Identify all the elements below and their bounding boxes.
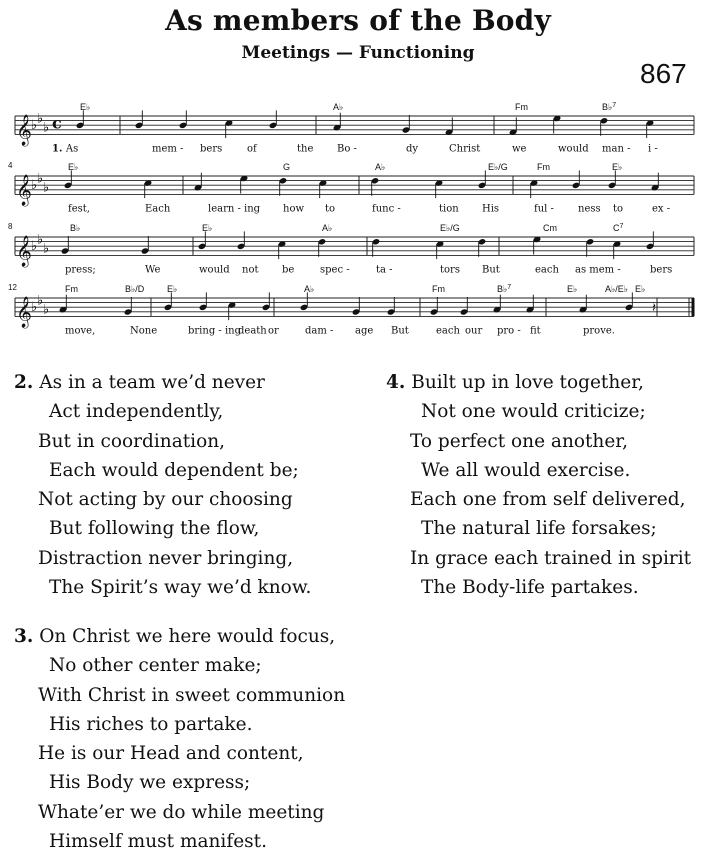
lyric-syllable: i - xyxy=(648,143,658,155)
chord-symbol: E♭ xyxy=(80,102,91,112)
stanza-line: Each one from self delivered, xyxy=(410,489,686,511)
chord-symbol: Fm xyxy=(515,102,528,112)
chord-symbol: A♭ xyxy=(333,102,344,112)
lyric-syllable: spec - xyxy=(320,264,350,276)
stanza-line: Not one would criticize; xyxy=(421,401,646,423)
lyric-syllable: ex - xyxy=(652,203,671,215)
chord-symbol: B♭$^7$ xyxy=(497,284,512,294)
chord-symbol: E♭ xyxy=(167,284,178,294)
flat-icon: ♭ xyxy=(43,180,50,196)
stanza-line: 4. Built up in love together, xyxy=(386,372,644,393)
chord-symbol: A♭ xyxy=(375,162,386,172)
stanza-number: 3. xyxy=(14,626,34,647)
hymn-title: As members of the Body xyxy=(165,4,551,37)
stanza-number: 4. xyxy=(386,372,406,393)
stanza-line: His Body we express; xyxy=(49,772,251,794)
lyric-syllable: as mem - xyxy=(575,264,621,276)
lyric-syllable: But xyxy=(482,264,500,276)
flat-icon: ♭ xyxy=(43,302,50,318)
lyric-syllable: fest, xyxy=(68,203,90,215)
lyric-syllable: func - xyxy=(372,203,401,215)
stanza-line: Not acting by our choosing xyxy=(38,489,293,511)
chord-symbol: E♭ xyxy=(612,162,623,172)
flat-icon: ♭ xyxy=(31,178,38,194)
flat-icon: ♭ xyxy=(43,241,50,257)
flat-icon: ♭ xyxy=(37,171,44,187)
lyric-syllable: ness xyxy=(578,203,601,215)
chord-symbol: B♭/D xyxy=(125,284,145,294)
treble-clef-icon: 𝄞 xyxy=(16,114,32,146)
stanza-line: His riches to partake. xyxy=(49,713,253,735)
stanza-line: Whate’er we do while meeting xyxy=(38,801,325,823)
stanza-2 xyxy=(14,368,311,602)
lyric-syllable: bers xyxy=(200,143,223,155)
lyric-syllable: age xyxy=(355,325,374,337)
stanza-line: We all would exercise. xyxy=(421,459,631,481)
stanza-line: The Spirit’s way we’d know. xyxy=(49,577,312,599)
chord-symbol: A♭ xyxy=(304,284,315,294)
chord-symbol: $C^7$ xyxy=(613,223,624,233)
chord-symbol: A♭ xyxy=(322,223,333,233)
lyric-syllable: bring - ing xyxy=(188,325,241,337)
lyric-syllable: 1. As xyxy=(52,143,79,155)
flat-icon: ♭ xyxy=(31,239,38,255)
stanza-line: Act independently, xyxy=(49,401,224,423)
stanza-line: 3. On Christ we here would focus, xyxy=(14,626,336,647)
lyric-syllable: But xyxy=(391,325,409,337)
measure-number: 4 xyxy=(8,161,13,170)
chord-symbol: Fm xyxy=(65,284,78,294)
stanza-line: To perfect one another, xyxy=(410,430,628,452)
stanza-line: But in coordination, xyxy=(38,430,226,452)
lyric-syllable: of xyxy=(247,143,257,155)
flat-icon: ♭ xyxy=(31,118,38,134)
lyric-syllable: our xyxy=(465,325,483,337)
lyric-syllable: tion xyxy=(439,203,459,215)
lyric-syllable: move, xyxy=(65,325,96,337)
chord-symbol: E♭/G xyxy=(488,162,508,172)
lyric-syllable: would xyxy=(558,143,589,155)
flat-icon: ♭ xyxy=(31,300,38,316)
stanza-line: Each would dependent be; xyxy=(49,459,299,481)
lyric-syllable: None xyxy=(130,325,158,337)
hymn-number: 867 xyxy=(640,58,687,89)
common-time-icon: c xyxy=(52,113,62,133)
flat-icon: ♭ xyxy=(37,111,44,127)
lyric-syllable: each xyxy=(535,264,559,276)
stanza-3 xyxy=(14,622,345,856)
lyric-syllable: Each xyxy=(145,203,171,215)
lyric-syllable: Bo - xyxy=(337,143,357,155)
lyric-syllable: dam - xyxy=(305,325,334,337)
lyric-syllable: press; xyxy=(65,264,96,276)
lyric-syllable: tors xyxy=(440,264,460,276)
lyric-syllable: be xyxy=(282,264,295,276)
chord-symbol: E♭ xyxy=(68,162,79,172)
stanza-line: Himself must manifest. xyxy=(49,831,267,853)
stanza-line: In grace each trained in spirit xyxy=(410,547,692,569)
lyric-syllable: bers xyxy=(650,264,673,276)
treble-clef-icon: 𝄞 xyxy=(16,174,32,206)
quarter-rest-icon: 𝄽 xyxy=(652,300,656,316)
lyric-syllable: Christ xyxy=(449,143,481,155)
lyric-syllable: the xyxy=(297,143,314,155)
lyric-syllable: We xyxy=(145,264,161,276)
lyric-syllable: would xyxy=(199,264,230,276)
lyric-syllable: pro - xyxy=(497,325,521,337)
treble-clef-icon: 𝄞 xyxy=(16,235,32,267)
chord-symbol: A♭/E♭ xyxy=(605,284,628,294)
lyric-syllable: to xyxy=(325,203,336,215)
chord-symbol: E♭ xyxy=(202,223,213,233)
lyric-syllable: prove. xyxy=(583,325,615,337)
flat-icon: ♭ xyxy=(37,232,44,248)
lyric-syllable: man - xyxy=(602,143,631,155)
chord-symbol: G xyxy=(283,162,291,172)
chord-symbol: B♭ xyxy=(70,223,81,233)
lyric-syllable: we xyxy=(512,143,527,155)
lyric-syllable: to xyxy=(613,203,624,215)
lyric-syllable: not xyxy=(242,264,259,276)
stanza-4 xyxy=(386,368,691,602)
lyric-syllable: dy xyxy=(406,143,419,155)
hymn-category: Meetings — Functioning xyxy=(241,43,475,63)
chord-symbol: Cm xyxy=(543,223,557,233)
chord-symbol: E♭ xyxy=(567,284,578,294)
stanza-line: No other center make; xyxy=(49,655,262,677)
flat-icon: ♭ xyxy=(37,293,44,309)
lyric-syllable: learn - ing xyxy=(208,203,261,215)
lyric-syllable: ta - xyxy=(376,264,393,276)
lyric-syllable: how xyxy=(283,203,305,215)
measure-number: 12 xyxy=(8,283,17,292)
lyric-syllable: fit xyxy=(530,325,541,337)
stanza-line: Distraction never bringing, xyxy=(38,547,294,569)
stanza-line: 2. As in a team we’d never xyxy=(14,372,265,393)
stanza-line: He is our Head and content, xyxy=(38,743,304,765)
score-root xyxy=(8,102,694,336)
lyric-syllable: death xyxy=(238,325,267,337)
chord-symbol: Fm xyxy=(537,162,550,172)
measure-number: 8 xyxy=(8,222,13,231)
lyric-syllable: or xyxy=(268,325,279,337)
lyric-syllable: mem - xyxy=(152,143,184,155)
treble-clef-icon: 𝄞 xyxy=(16,296,32,328)
lyric-syllable: His xyxy=(482,203,500,215)
chord-symbol: Fm xyxy=(432,284,445,294)
chord-symbol: B♭$^7$ xyxy=(602,102,617,112)
flat-icon: ♭ xyxy=(43,120,50,136)
stanza-line: The natural life forsakes; xyxy=(421,518,657,540)
stanza-line: With Christ in sweet communion xyxy=(38,684,346,706)
lyric-syllable: ful - xyxy=(534,203,554,215)
stanza-line: The Body-life partakes. xyxy=(421,577,639,599)
stanza-number: 2. xyxy=(14,372,34,393)
stanza-line: But following the flow, xyxy=(49,518,260,540)
sheet-music-score xyxy=(0,0,716,350)
lyric-syllable: each xyxy=(436,325,460,337)
chord-symbol: E♭ xyxy=(635,284,646,294)
chord-symbol: E♭/G xyxy=(440,223,460,233)
